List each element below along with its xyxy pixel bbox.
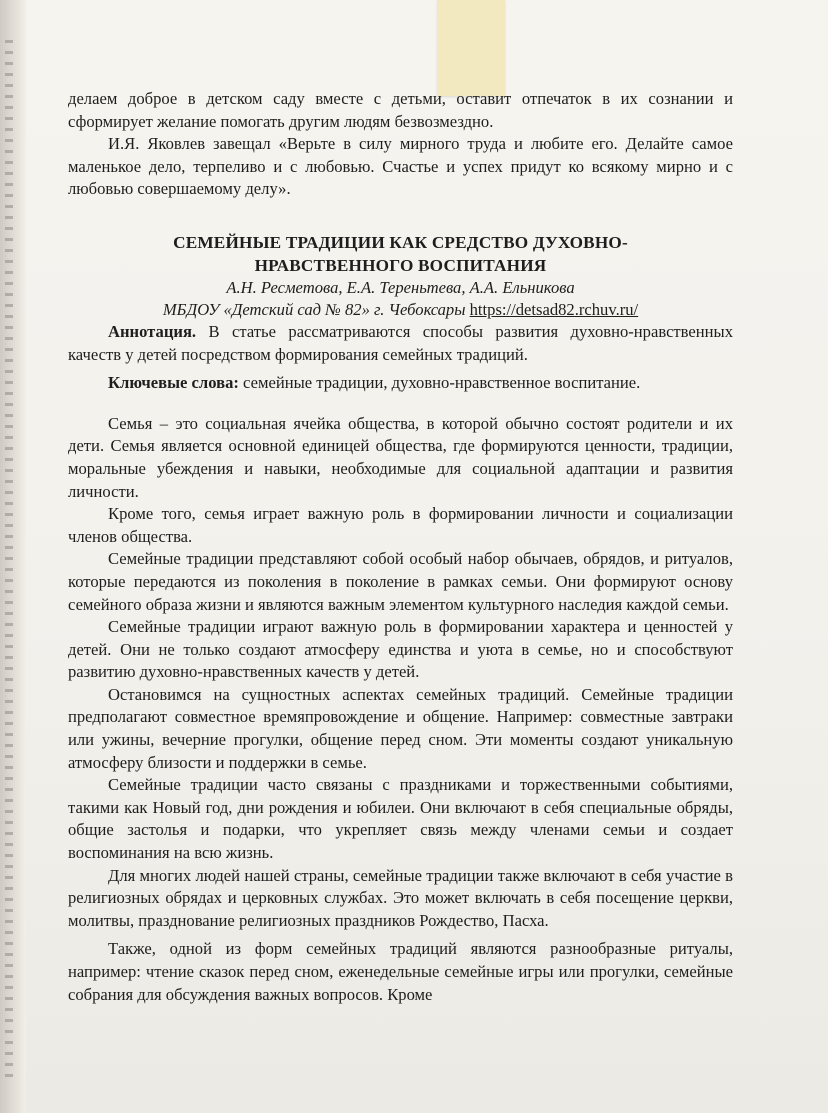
notebook-binding [0,0,26,1113]
sticky-tape [437,0,505,96]
body-paragraph-3: Семейные традиции представляют собой особый набор обычаев, обрядов, и ритуалов, которые передаются из поколения в поколение в рамках семьи. Они формируют основу семейного образа жизни и являются важным элементом культурного наследия каждой семьи. [68,549,733,614]
keywords [68,372,733,395]
abstract [68,321,733,366]
article-title [68,231,733,277]
organization-url[interactable]: https://detsad82.rchuv.ru/ [469,299,639,319]
document-page [26,0,828,1113]
document-content [68,88,733,1006]
body-paragraph-7: Для многих людей нашей страны, семейные традиции также включают в себя участие в религиозных обрядах и церковных службах. Это может включать в себя посещение церкви, молитвы, празднование религиозных праздников Рождество, Пасха. [68,865,733,930]
organization-name: МБДОУ «Детский сад № 82» г. Чебоксары [162,299,466,319]
body-paragraph-5: Остановимся на сущностных аспектах семейных традиций. Семейные традиции предполагают совместное времяпровождение и общение. Например: совместные завтраки или ужины, вечерние прогулки, общение перед сном. Эти моменты создают уникальную атмосферу близости и поддержки в семье. [68,684,733,772]
binding-holes [5,40,13,1080]
abstract-text: В статье рассматриваются способы развития духовно-нравственных качеств у детей посредством формирования семейных традиций. [68,321,733,364]
article-authors: А.Н. Ресметова, Е.А. Тереньтева, А.А. Ельникова [226,277,575,297]
body-paragraph-6: Семейные традиции часто связаны с праздниками и торжественными событиями, такими как Новый год, дни рождения и юбилеи. Они включают в себя специальные обряды, общие застолья и подарки, что укрепляет связь между членами семьи и создает воспоминания на всю жизнь. [68,775,733,863]
intro-paragraph-2: И.Я. Яковлев завещал «Верьте в силу мирного труда и любите его. Делайте самое маленькое дело, терпеливо и с любовью. Счастье и успех придут ко всякому мирно и с любовью совершаемому делу». [68,134,733,199]
body-paragraph-4: Семейные традиции играют важную роль в формировании характера и ценностей у детей. Они не только создают атмосферу единства и уюта в семье, но и способствуют развитию духовно-нравственных качеств у детей. [68,617,733,682]
body-paragraph-8: Также, одной из форм семейных традиций являются разнообразные ритуалы, например: чтение сказок перед сном, еженедельные семейные игры или прогулки, семейные собрания для обсуждения важных вопросов. Кроме [68,939,733,1004]
article-title-line-1: СЕМЕЙНЫЕ ТРАДИЦИИ КАК СРЕДСТВО ДУХОВНО- [173,232,628,252]
keywords-label: Ключевые слова: [108,373,239,393]
body-paragraph-2: Кроме того, семья играет важную роль в формировании личности и социализации членов общества. [68,504,733,546]
intro-paragraph-1: делаем доброе в детском саду вместе с детьми, оставит отпечаток в их сознании и сформирует желание помогать другим людям безвозмездно. [68,89,733,131]
article-title-line-2: НРАВСТВЕННОГО ВОСПИТАНИЯ [254,255,547,275]
abstract-label: Аннотация. [108,321,197,341]
body-paragraph-1: Семья – это социальная ячейка общества, в которой обычно состоят родители и их дети. Семья является основной единицей общества, где формируются ценности, традиции, моральные убеждения и навыки, необходимые для социальной адаптации и развития личности. [68,413,733,501]
keywords-text: семейные традиции, духовно-нравственное воспитание. [243,373,641,393]
article-organization [68,299,733,321]
